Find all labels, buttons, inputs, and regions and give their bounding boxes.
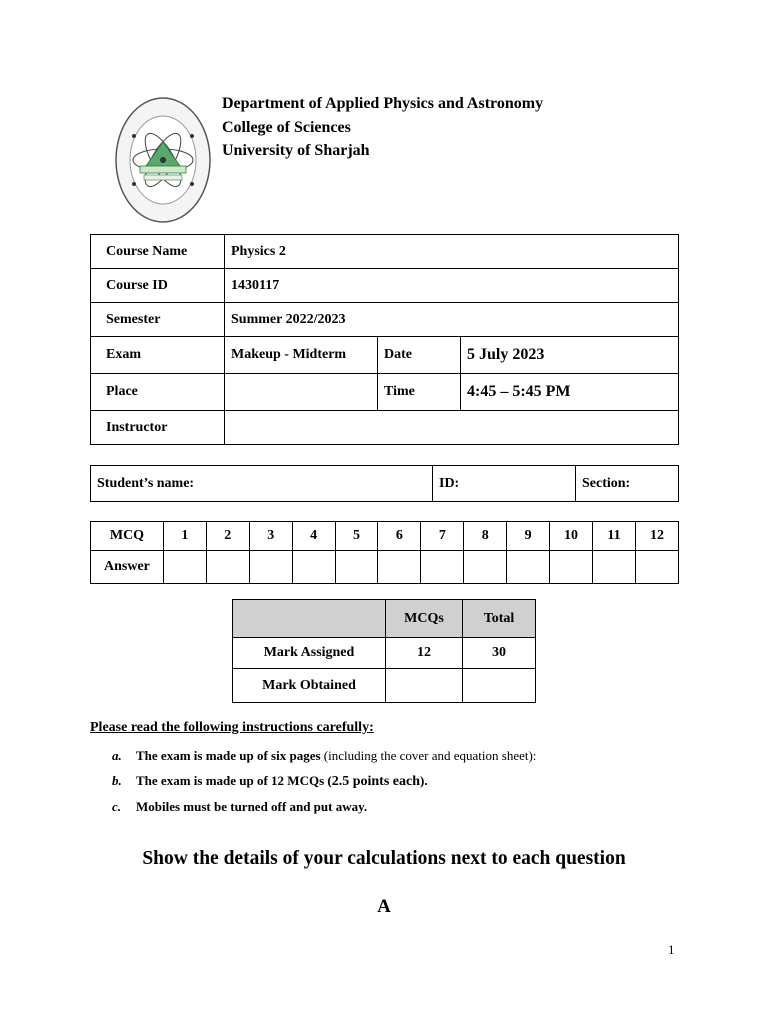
instruction-text-end: ). bbox=[420, 773, 428, 788]
course-id-value: 1430117 bbox=[225, 269, 679, 303]
instructor-label: Instructor bbox=[91, 411, 225, 445]
table-row bbox=[91, 551, 679, 584]
course-info-table bbox=[90, 234, 679, 445]
instruction-note: (including the cover and equation sheet): bbox=[320, 748, 537, 763]
mcq-number: 6 bbox=[378, 522, 421, 551]
mcq-number: 5 bbox=[335, 522, 378, 551]
instruction-item-c bbox=[112, 799, 367, 815]
instructions-title bbox=[90, 720, 374, 736]
table-row bbox=[91, 235, 679, 269]
time-value: 4:45 – 5:45 PM bbox=[461, 374, 679, 411]
mcq-number: 11 bbox=[593, 522, 636, 551]
answer-cell[interactable] bbox=[593, 551, 636, 584]
mcq-number: 9 bbox=[507, 522, 550, 551]
mark-assigned-total: 30 bbox=[463, 638, 536, 669]
table-row bbox=[91, 303, 679, 337]
instruction-text: The exam is made up of six pages bbox=[136, 748, 321, 763]
mark-obtained-mcqs[interactable] bbox=[386, 669, 463, 703]
student-info-table bbox=[90, 465, 679, 502]
course-name-value: Physics 2 bbox=[225, 235, 679, 269]
college-name: College of Sciences bbox=[222, 118, 351, 136]
course-id-label: Course ID bbox=[91, 269, 225, 303]
date-value: 5 July 2023 bbox=[461, 337, 679, 374]
mark-assigned-mcqs: 12 bbox=[386, 638, 463, 669]
mark-obtained-total[interactable] bbox=[463, 669, 536, 703]
answer-row-label: Answer bbox=[91, 551, 164, 584]
instruction-text: Mobiles must be turned off and put away. bbox=[136, 799, 368, 814]
student-name-field[interactable]: Student’s name: bbox=[91, 466, 433, 502]
exam-value: Makeup - Midterm bbox=[225, 337, 378, 374]
answer-cell[interactable] bbox=[464, 551, 507, 584]
time-label: Time bbox=[378, 374, 461, 411]
answer-cell[interactable] bbox=[206, 551, 249, 584]
section-field[interactable]: Section: bbox=[576, 466, 679, 502]
answer-cell[interactable] bbox=[378, 551, 421, 584]
table-row bbox=[233, 600, 536, 638]
answer-cell[interactable] bbox=[507, 551, 550, 584]
mcq-number: 4 bbox=[292, 522, 335, 551]
mcqs-column-header: MCQs bbox=[386, 600, 463, 638]
table-row bbox=[233, 669, 536, 703]
mcq-answer-table bbox=[90, 521, 679, 584]
table-row bbox=[91, 411, 679, 445]
instruction-item-b bbox=[112, 773, 428, 790]
exam-version: A bbox=[377, 896, 391, 917]
mcq-number: 10 bbox=[550, 522, 593, 551]
answer-cell[interactable] bbox=[550, 551, 593, 584]
answer-cell[interactable] bbox=[292, 551, 335, 584]
mcq-number: 7 bbox=[421, 522, 464, 551]
mark-assigned-label: Mark Assigned bbox=[233, 638, 386, 669]
mcq-number: 8 bbox=[464, 522, 507, 551]
place-label: Place bbox=[91, 374, 225, 411]
instruction-points: 2.5 points each bbox=[331, 774, 421, 789]
marks-header-empty bbox=[233, 600, 386, 638]
university-name: University of Sharjah bbox=[222, 142, 370, 159]
answer-cell[interactable] bbox=[249, 551, 292, 584]
mcq-header-label: MCQ bbox=[91, 522, 164, 551]
mcq-number: 2 bbox=[206, 522, 249, 551]
answer-cell[interactable] bbox=[635, 551, 678, 584]
answer-cell[interactable] bbox=[163, 551, 206, 584]
mark-obtained-label: Mark Obtained bbox=[233, 669, 386, 703]
instruction-item-a bbox=[112, 748, 536, 764]
instructions-title-text: Please read the following instructions carefully bbox=[90, 720, 370, 735]
mcq-number: 12 bbox=[635, 522, 678, 551]
list-marker: b. bbox=[112, 773, 122, 788]
marks-table bbox=[232, 599, 536, 703]
instructions-title-colon: : bbox=[369, 720, 374, 735]
answer-cell[interactable] bbox=[335, 551, 378, 584]
institution-header bbox=[222, 92, 543, 163]
place-value[interactable] bbox=[225, 374, 378, 411]
table-row bbox=[91, 374, 679, 411]
student-id-field[interactable]: ID: bbox=[433, 466, 576, 502]
exam-label: Exam bbox=[91, 337, 225, 374]
list-marker: a. bbox=[112, 748, 122, 763]
course-name-label: Course Name bbox=[91, 235, 225, 269]
instruction-text: The exam is made up of 12 MCQs ( bbox=[136, 773, 332, 788]
list-marker: c. bbox=[112, 799, 122, 814]
table-row bbox=[91, 337, 679, 374]
table-row bbox=[233, 638, 536, 669]
physics-seal-icon bbox=[114, 96, 212, 224]
mcq-number: 3 bbox=[249, 522, 292, 551]
department-logo bbox=[114, 96, 212, 224]
instructor-value[interactable] bbox=[225, 411, 679, 445]
show-details-notice: Show the details of your calculations next to each question bbox=[142, 848, 626, 869]
table-row bbox=[91, 269, 679, 303]
date-label: Date bbox=[378, 337, 461, 374]
answer-cell[interactable] bbox=[421, 551, 464, 584]
semester-value: Summer 2022/2023 bbox=[225, 303, 679, 337]
total-column-header: Total bbox=[463, 600, 536, 638]
table-row bbox=[91, 522, 679, 551]
table-row bbox=[91, 466, 679, 502]
mcq-number: 1 bbox=[163, 522, 206, 551]
department-name: Department of Applied Physics and Astronomy bbox=[222, 95, 544, 112]
page-number: 1 bbox=[668, 942, 675, 957]
semester-label: Semester bbox=[91, 303, 225, 337]
